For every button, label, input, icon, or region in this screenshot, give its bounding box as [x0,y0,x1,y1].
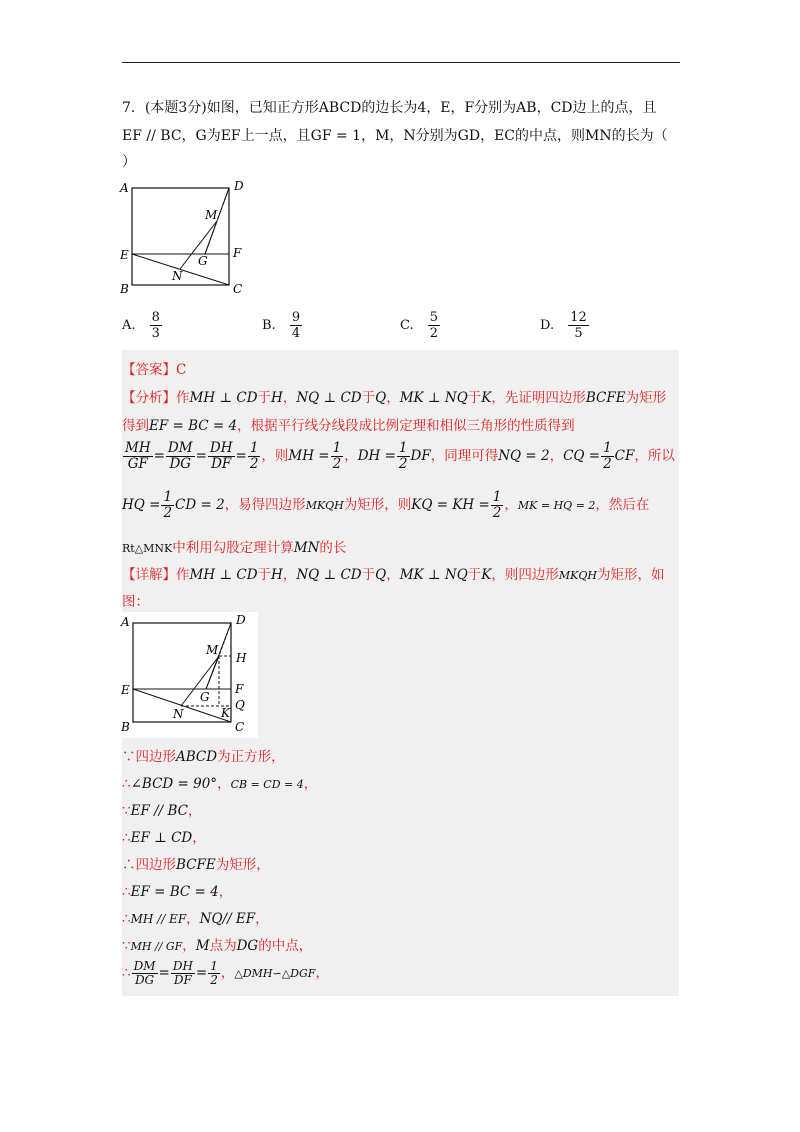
detail-math: NQ ⊥ CD [296,567,362,583]
analysis-text: ，同理可得 [430,448,499,464]
detail-math: BCFE [176,857,216,873]
option-c-den: 2 [429,326,439,341]
analysis-math: MK ⊥ NQ [399,390,468,406]
label-e: E [120,248,129,262]
detail-text: 于 [467,567,482,583]
frac-num: 1 [398,440,408,456]
label-h: H [236,651,247,665]
answer-value: C [176,362,187,378]
detail-line-1 [122,563,664,583]
detail-step-5 [122,853,270,873]
option-a-fraction [150,310,162,341]
fraction-half [331,441,344,472]
label-n: N [172,269,183,283]
label-m: M [206,643,219,657]
frac-den: 2 [163,505,173,521]
frac-den: 2 [398,456,408,472]
label-c: C [233,282,243,296]
detail-math: MK ⊥ NQ [399,567,468,583]
analysis-math: MK = HQ = 2 [517,499,596,512]
analysis-math: DF [410,448,431,464]
fraction-half [161,490,174,521]
frac-den: 2 [492,505,502,521]
detail-text: 点为 [209,938,237,954]
label-e: E [121,683,130,697]
option-c[interactable] [400,310,441,341]
detail-text: ∴四边形 [122,857,176,873]
analysis-math: NQ = 2 [498,448,550,464]
analysis-text: ， [282,390,297,406]
analysis-text: 于 [361,390,376,406]
answer-line [122,358,186,378]
detail-text: ， [220,965,235,981]
detail-text: ∵ [122,803,131,819]
frac-den: 2 [210,973,218,987]
label-d: D [236,613,246,627]
frac-num: 1 [603,440,612,456]
label-k: K [221,706,230,720]
analysis-math: BCFE [585,390,626,406]
analysis-math: DH = [357,448,396,464]
equals-sign: = [235,448,247,464]
detail-math: Q [375,567,387,583]
detail-math: △DMH∽△DGF [234,967,316,980]
label-f: F [235,682,244,696]
analysis-text: 于 [467,390,482,406]
option-b-num: 9 [291,310,301,325]
detail-text: ， [182,938,196,954]
label-d: D [234,179,244,193]
detail-text: 为矩形， [215,857,270,873]
detail-text: 的中点， [258,938,313,954]
label-m: M [205,208,218,222]
label-n: N [173,707,184,721]
analysis-text: 得到 [122,418,149,434]
analysis-text: ，然后在 [595,497,650,513]
option-a[interactable] [122,310,163,341]
option-d-fraction [568,310,589,341]
fraction-dm-dg [132,960,158,987]
analysis-line-1 [122,386,666,406]
frac-num: 1 [332,440,342,456]
detail-text: 于 [361,567,376,583]
detail-text: ∵ [122,938,131,954]
detail-step-1 [122,745,285,765]
frac-den: DG [169,456,192,472]
question-line-3: ） [122,154,136,170]
frac-num: DM [133,959,156,973]
analysis-label: 【分析】 [122,390,176,406]
page-top-rule [122,62,680,63]
detail-text: 为正方形， [217,749,285,765]
analysis-math: K [481,390,492,406]
option-c-num: 5 [429,310,439,325]
option-a-num: 8 [151,310,160,325]
option-a-letter: A. [122,318,136,333]
detail-text: ∴ [122,884,131,900]
detail-text: ， [386,567,400,583]
detail-text: ， [255,911,269,927]
fraction-half [601,441,614,472]
analysis-text: ， [386,390,400,406]
option-a-den: 3 [151,326,160,341]
detail-math: K [481,567,492,583]
analysis-math: KQ = KH = [411,497,490,513]
detail-step-6 [122,880,232,900]
analysis-text: 为矩形，则 [343,497,412,513]
detail-text: ∴ [122,776,131,792]
analysis-math: MH ⊥ CD [189,390,258,406]
label-b: B [121,720,130,734]
detail-math: MH // EF [130,912,187,926]
question-line-1: 7．(本题3分)如图，已知正方形ABCD的边长为4，E，F分别为AB，CD边上的点，且 [122,100,657,116]
analysis-text: ，易得四边形 [224,497,306,513]
analysis-line-4 [122,490,649,521]
detail-math: NQ// EF [199,911,256,927]
analysis-text: 作 [176,390,190,406]
analysis-math: MKQH [305,499,344,512]
frac-den: 2 [249,456,259,472]
detail-label: 【详解】 [122,567,176,583]
option-d-den: 5 [574,326,583,341]
analysis-text: ， [504,497,518,513]
analysis-text: ，根据平行线分线段成比例定理和相似三角形的性质得到 [237,418,575,434]
label-a: A [120,181,129,195]
segment-mg [205,221,217,254]
detail-math: H [271,567,283,583]
analysis-line-3 [122,441,675,472]
detail-text: ， [217,776,231,792]
option-b[interactable] [262,310,303,341]
equals-sign: = [153,448,165,464]
option-c-fraction [428,310,440,341]
frac-num: 1 [249,440,259,456]
fraction-dm-dg [166,441,195,472]
detail-text: 于 [257,567,272,583]
detail-text: ∴ [122,965,131,981]
answer-label: 【答案】 [122,362,176,378]
detail-math: DG [236,938,259,954]
fraction-half [397,441,410,472]
frac-num: 1 [210,959,218,973]
frac-num: MH [125,440,151,456]
equals-sign: = [195,965,208,981]
option-b-fraction [290,310,302,341]
option-c-letter: C. [400,318,414,333]
detail-math: ABCD [176,749,218,765]
analysis-math: CD = 2 [175,497,225,513]
frac-den: 2 [332,456,342,472]
detail-math: EF = BC = 4 [130,884,219,900]
detail-step-9 [122,960,329,987]
label-q: Q [235,698,245,712]
equals-sign: = [195,448,207,464]
detail-text: ，则四边形 [491,567,559,583]
frac-num: 1 [492,489,502,505]
label-c: C [235,720,245,734]
analysis-text: ，所以 [634,448,675,464]
analysis-text: ， [344,448,358,464]
detail-step-4 [122,826,206,846]
analysis-text: 于 [257,390,272,406]
analysis-line-5 [122,536,346,556]
fraction-half [208,960,220,987]
frac-num: DH [172,959,193,973]
frac-num: DH [209,440,233,456]
fraction-half [491,490,504,521]
option-d-letter: D. [540,318,555,333]
analysis-math: Q [375,390,387,406]
detail-text: 作 [176,567,190,583]
analysis-text: ， [549,448,564,464]
analysis-math: HQ = [122,497,161,513]
label-f: F [233,246,242,260]
detail-text: ∵四边形 [122,749,176,765]
analysis-math: EF = BC = 4 [149,418,238,434]
option-d-num: 12 [570,310,587,325]
detail-text: ， [186,911,200,927]
detail-figure [118,612,258,738]
option-b-letter: B. [262,318,276,333]
analysis-text: 的长 [319,540,347,556]
detail-math: CB = CD = 4 [230,778,304,791]
frac-den: DF [173,973,192,987]
frac-den: DG [134,973,155,987]
fraction-half [248,441,261,472]
analysis-math: CQ = [563,448,601,464]
analysis-math: NQ ⊥ CD [296,390,362,406]
detail-math: MH ⊥ CD [189,567,258,583]
detail-text: ， [303,776,318,792]
analysis-math: MH = [288,448,330,464]
analysis-math: H [271,390,283,406]
detail-math: EF ⊥ CD [130,830,193,846]
label-g: G [198,254,208,268]
frac-den: GF [127,456,148,472]
detail-text: ， [315,965,329,981]
detail-step-2 [122,772,317,792]
option-b-den: 4 [291,326,301,341]
frac-num: DM [167,440,193,456]
detail-math: MKQH [558,569,597,582]
analysis-line-2 [122,414,575,434]
fraction-mh-gf [123,441,153,472]
analysis-text: ，则 [261,448,289,464]
detail-text: 图： [122,594,149,610]
detail-step-8 [122,934,312,954]
fraction-dh-df [171,960,195,987]
detail-text: ∴ [122,911,131,927]
question-line-2: EF // BC，G为EF上一点，且GF = 1，M，N分别为GD，EC的中点，则MN的长为（ [122,128,668,144]
detail-step-7 [122,907,269,927]
detail-text: ， [192,830,206,846]
detail-text: ∴ [122,830,131,846]
analysis-math: Rt△MNK [122,542,173,555]
label-g: G [200,690,210,704]
analysis-math: CF [614,448,635,464]
frac-den: 2 [603,456,612,472]
fraction-dh-df [208,441,235,472]
label-a: A [121,615,130,629]
analysis-math: MN [293,540,320,556]
detail-math: EF // BC [130,803,188,819]
question-figure [116,176,256,300]
detail-math: M [195,938,210,954]
detail-text: ， [188,803,202,819]
detail-line-2 [122,590,149,610]
frac-den: DF [211,456,232,472]
detail-text: ， [282,567,297,583]
label-b: B [120,282,129,296]
detail-step-3 [122,799,202,819]
detail-math: ∠BCD = 90° [130,776,218,792]
detail-math: MH // GF [130,940,183,953]
analysis-text: ，先证明四边形 [491,390,586,406]
frac-num: 1 [163,489,173,505]
analysis-text: 为矩形 [625,390,667,406]
analysis-text: 中利用勾股定理计算 [172,540,294,556]
equals-sign: = [158,965,170,981]
detail-text: ， [218,884,233,900]
detail-text: 为矩形，如 [596,567,665,583]
option-d[interactable] [540,310,590,341]
